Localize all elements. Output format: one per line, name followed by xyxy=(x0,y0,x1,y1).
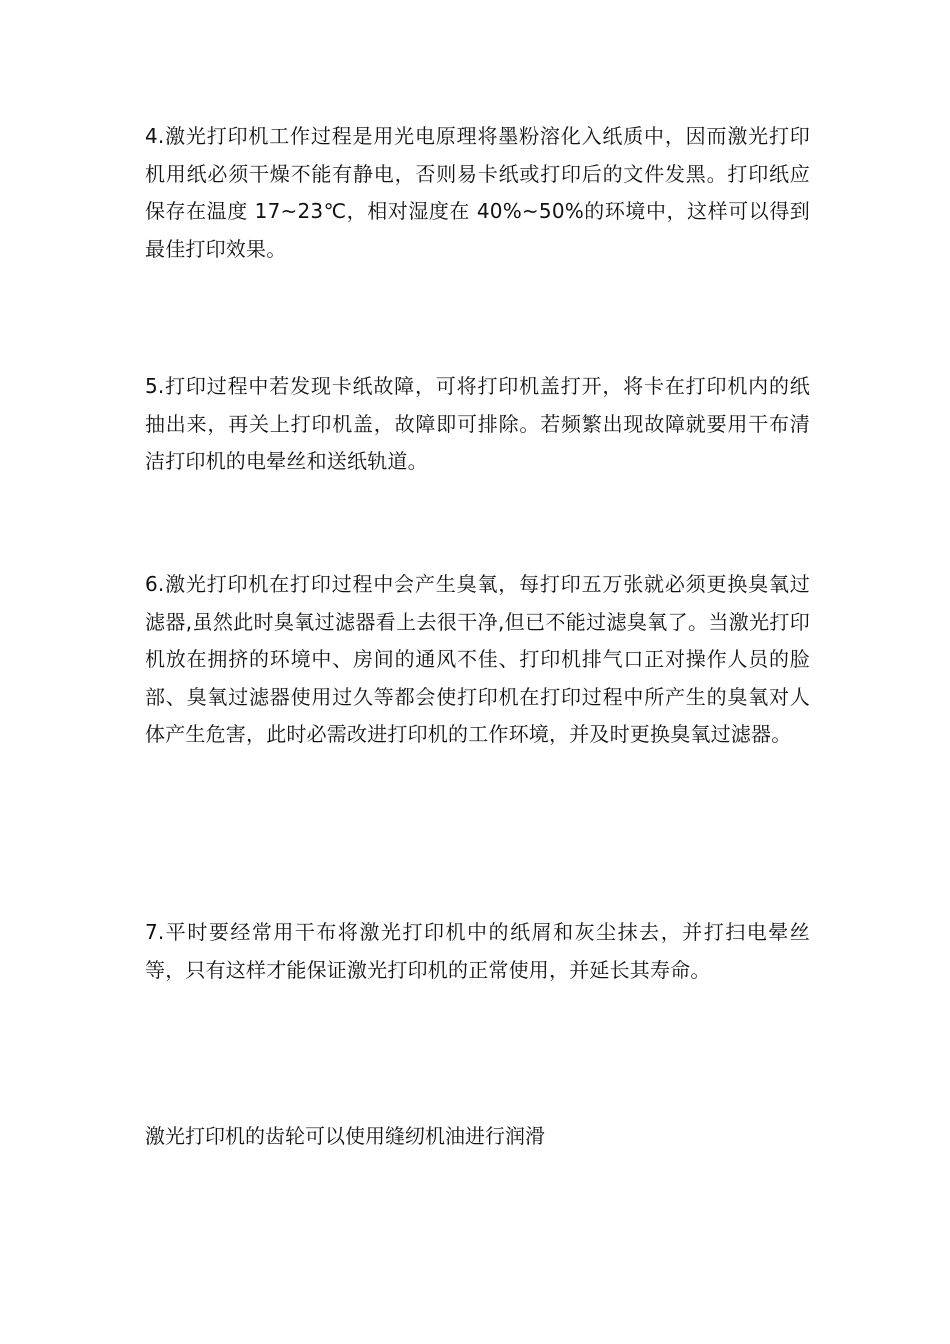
section-heading: 激光打印机的齿轮可以使用缝纫机油进行润滑 xyxy=(145,1124,545,1148)
paragraph-4: 4.激光打印机工作过程是用光电原理将墨粉溶化入纸质中，因而激光打印机用纸必须干燥不能有静电，否则易卡纸或打印后的文件发黑。打印纸应保存在温度 17~23℃，相对湿度在 40%~50%的环境中，这样可以得到最佳打印效果。 xyxy=(145,124,810,261)
paragraph-5: 5.打印过程中若发现卡纸故障，可将打印机盖打开，将卡在打印机内的纸抽出来，再关上打印机盖，故障即可排除。若频繁出现故障就要用干布清洁打印机的电晕丝和送纸轨道。 xyxy=(145,374,810,473)
paragraph-7: 7.平时要经常用干布将激光打印机中的纸屑和灰尘抹去，并打扫电晕丝等，只有这样才能保证激光打印机的正常使用，并延长其寿命。 xyxy=(145,920,810,982)
paragraph-6: 6.激光打印机在打印过程中会产生臭氧，每打印五万张就必须更换臭氧过滤器,虽然此时臭氧过滤器看上去很干净,但已不能过滤臭氧了。当激光打印机放在拥挤的环境中、房间的通风不佳、打印机排气口正对操作人员的脸部、臭氧过滤器使用过久等都会使打印机在打印过程中所产生的臭氧对人体产生危害，此时必需改进打印机的工作环境，并及时更换臭氧过滤器。 xyxy=(145,572,810,746)
